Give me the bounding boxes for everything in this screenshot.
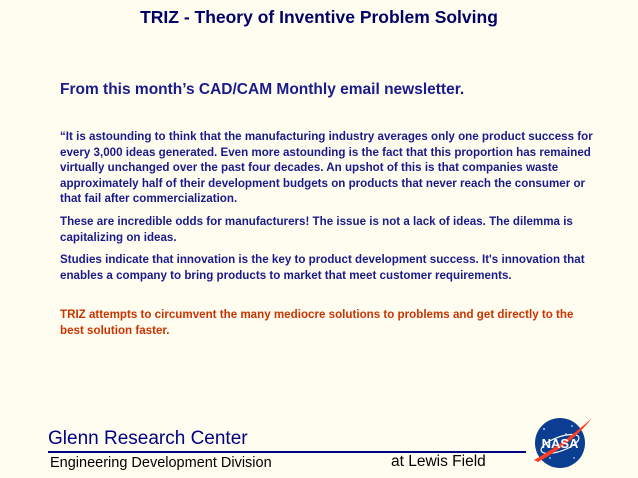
slide-title: TRIZ - Theory of Inventive Problem Solving — [140, 7, 498, 27]
footer-organization: Glenn Research Center — [48, 428, 248, 449]
footer-location: at Lewis Field — [391, 453, 486, 470]
innovation-paragraph: Studies indicate that innovation is the key to product development success. It's innovation that enables a company to bring products to market that meet customer requirements. — [60, 253, 585, 282]
nasa-logo-text: NASA — [541, 436, 579, 451]
quote-paragraph: “It is astounding to think that the manufacturing industry averages only one product success for every 3,000 ideas generated. Even more astounding is the fact that this proportion has remained virtually unchanged over the past four decades. An upshot of this is that companies waste approximately half of their development budgets on products that never reach the consumer or that fail after commercialization. — [60, 130, 593, 206]
nasa-logo-icon — [530, 414, 594, 470]
slide-subtitle: From this month’s CAD/CAM Monthly email newsletter. — [60, 81, 465, 98]
triz-highlight: TRIZ attempts to circumvent the many mediocre solutions to problems and get directly to the best solution faster. — [60, 308, 574, 337]
slide-body — [60, 129, 600, 346]
odds-paragraph: These are incredible odds for manufacturers! The issue is not a lack of ideas. The dilemma is capitalizing on ideas. — [60, 214, 573, 244]
footer-division: Engineering Development Division — [50, 455, 272, 471]
